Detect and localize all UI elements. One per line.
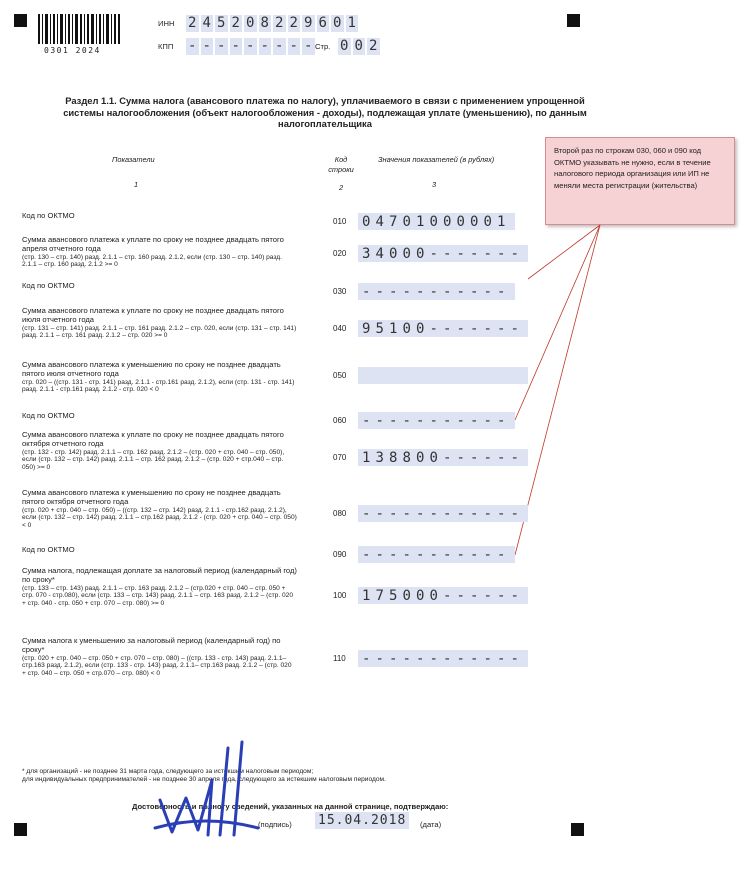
value-char: - bbox=[456, 245, 465, 262]
char-cell: - bbox=[259, 38, 272, 55]
row-code-040: 040 bbox=[333, 324, 347, 333]
value-char: 1 bbox=[497, 213, 506, 230]
value-char: - bbox=[483, 587, 492, 604]
col-header-indicators: Показатели bbox=[112, 155, 155, 164]
inn-label: ИНН bbox=[158, 19, 175, 28]
value-char: - bbox=[402, 546, 411, 563]
value-char: 5 bbox=[375, 320, 384, 337]
barcode-number: 0301 2024 bbox=[44, 46, 101, 55]
value-char: 0 bbox=[416, 245, 425, 262]
corner-marker-top-right bbox=[567, 14, 580, 27]
char-cell: 2 bbox=[186, 15, 199, 32]
value-char: 0 bbox=[402, 213, 411, 230]
value-char: - bbox=[510, 650, 519, 667]
row-title: Сумма авансового платежа к уменьшению по сроку не позднее двадцать пятого октября отчетного года bbox=[22, 488, 281, 506]
value-char: - bbox=[416, 505, 425, 522]
value-char: - bbox=[443, 449, 452, 466]
char-cell: 1 bbox=[346, 15, 359, 32]
row-value-030[interactable] bbox=[358, 283, 515, 300]
row-formula: стр. 020 – ((стр. 131 - стр. 141) разд. 2.1.1 - стр.161 разд. 2.1.2), если (стр. 131 - стр. 141) разд. 2.1.1 - стр.161 разд. 2.1.2 - стр. 020 < 0 bbox=[22, 378, 295, 394]
value-char: 0 bbox=[362, 213, 371, 230]
value-char: - bbox=[375, 546, 384, 563]
value-char: - bbox=[497, 546, 506, 563]
row-title: Сумма налога, подлежащая доплате за налоговый период (календарный год) по сроку* bbox=[22, 566, 297, 584]
value-char: - bbox=[362, 650, 371, 667]
value-char: - bbox=[510, 245, 519, 262]
char-cell: - bbox=[288, 38, 301, 55]
row-formula: (стр. 133 – стр. 143) разд. 2.1.1 – стр. 163 разд. 2.1.2 – (стр.020 + стр. 040 – стр. 050 + стр. 070 - стр.080), если (стр. 133 – стр. 143) разд. 2.1.1 – стр. 163 разд. 2.1.2 – (стр. 020 + стр. 040 - стр. 050 + стр. 070 – стр. 080) >= 0 bbox=[22, 584, 293, 608]
row-label-050 bbox=[22, 361, 297, 394]
value-char: 0 bbox=[416, 320, 425, 337]
value-char: - bbox=[429, 505, 438, 522]
row-code-100: 100 bbox=[333, 591, 347, 600]
value-char: - bbox=[389, 283, 398, 300]
value-char: - bbox=[402, 505, 411, 522]
value-char: 0 bbox=[443, 213, 452, 230]
row-value-110[interactable] bbox=[358, 650, 528, 667]
value-char: - bbox=[362, 505, 371, 522]
char-cell: - bbox=[201, 38, 214, 55]
value-char: 0 bbox=[402, 245, 411, 262]
value-char: - bbox=[362, 546, 371, 563]
char-cell: 0 bbox=[353, 38, 366, 55]
value-char: - bbox=[443, 505, 452, 522]
char-cell: - bbox=[215, 38, 228, 55]
row-label-010 bbox=[22, 212, 297, 221]
char-cell: 2 bbox=[230, 15, 243, 32]
value-char: - bbox=[429, 283, 438, 300]
corner-marker-bottom-right bbox=[571, 823, 584, 836]
row-value-020[interactable] bbox=[358, 245, 528, 262]
value-char: 0 bbox=[429, 449, 438, 466]
value-char: - bbox=[483, 245, 492, 262]
row-code-010: 010 bbox=[333, 217, 347, 226]
row-title: Сумма налога к уменьшению за налоговый период (календарный год) по сроку* bbox=[22, 636, 281, 654]
value-char: - bbox=[362, 283, 371, 300]
value-char: 1 bbox=[362, 587, 371, 604]
row-formula: (стр. 132 - стр. 142) разд. 2.1.1 – стр. 162 разд. 2.1.2 – (стр. 020 + стр. 040 – стр. 050), если (стр. 132 – стр. 142) разд. 2.1.1 – стр. 162 разд. 2.1.2 – (стр. 020 + стр.040 – стр. 050) >= 0 bbox=[22, 448, 285, 472]
row-label-100 bbox=[22, 567, 297, 608]
value-char: - bbox=[389, 505, 398, 522]
confirm-text: Достоверность и полноту сведений, указанных на данной странице, подтверждаю: bbox=[132, 802, 449, 811]
value-char: - bbox=[497, 650, 506, 667]
row-label-020 bbox=[22, 236, 297, 269]
value-char: 0 bbox=[389, 245, 398, 262]
annotation-note bbox=[545, 137, 735, 225]
value-char: - bbox=[456, 505, 465, 522]
col-header-code bbox=[326, 155, 356, 175]
value-char: - bbox=[470, 587, 479, 604]
value-char: 3 bbox=[362, 245, 371, 262]
date-field[interactable] bbox=[315, 812, 409, 829]
footnote-line1: * для организаций - не позднее 31 марта года, следующего за истекшим налоговым периодом; bbox=[22, 768, 314, 775]
row-value-090[interactable] bbox=[358, 546, 515, 563]
col-header-code-line2: строки bbox=[328, 165, 354, 174]
value-char: - bbox=[456, 546, 465, 563]
value-char: 0 bbox=[429, 587, 438, 604]
value-char: - bbox=[416, 283, 425, 300]
inn-value bbox=[186, 15, 358, 32]
value-char: 7 bbox=[389, 213, 398, 230]
kpp-label: КПП bbox=[158, 42, 174, 51]
row-label-070 bbox=[22, 431, 297, 472]
value-char: - bbox=[483, 320, 492, 337]
row-code-050: 050 bbox=[333, 371, 347, 380]
row-value-080[interactable] bbox=[358, 505, 528, 522]
value-char: - bbox=[443, 650, 452, 667]
row-title: Код по ОКТМО bbox=[22, 211, 75, 220]
value-char: - bbox=[470, 449, 479, 466]
value-char: 7 bbox=[375, 587, 384, 604]
row-code-080: 080 bbox=[333, 509, 347, 518]
value-char: - bbox=[470, 283, 479, 300]
value-char: - bbox=[456, 449, 465, 466]
value-char: - bbox=[510, 449, 519, 466]
row-value-010[interactable] bbox=[358, 213, 515, 230]
char-cell: 4 bbox=[201, 15, 214, 32]
value-char: - bbox=[402, 283, 411, 300]
value-char: - bbox=[456, 320, 465, 337]
value-char: - bbox=[483, 505, 492, 522]
value-char: - bbox=[443, 546, 452, 563]
footnote-line2: для индивидуальных предпринимателей - не позднее 30 апреля года, следующего за истекшим налоговым периодом. bbox=[22, 775, 386, 783]
row-title: Код по ОКТМО bbox=[22, 545, 75, 554]
char-cell: 9 bbox=[302, 15, 315, 32]
value-char: - bbox=[483, 650, 492, 667]
value-char: - bbox=[497, 505, 506, 522]
row-label-040 bbox=[22, 307, 297, 340]
row-code-090: 090 bbox=[333, 550, 347, 559]
char-cell: 2 bbox=[273, 15, 286, 32]
row-label-080 bbox=[22, 489, 297, 530]
row-value-070[interactable] bbox=[358, 449, 528, 466]
signature-icon bbox=[150, 740, 260, 840]
value-char: - bbox=[429, 412, 438, 429]
value-char: - bbox=[470, 245, 479, 262]
value-char: - bbox=[470, 320, 479, 337]
value-char: - bbox=[443, 245, 452, 262]
char-cell: - bbox=[273, 38, 286, 55]
char-cell: 6 bbox=[317, 15, 330, 32]
value-char: - bbox=[402, 650, 411, 667]
value-char: - bbox=[456, 412, 465, 429]
row-title: Код по ОКТМО bbox=[22, 411, 75, 420]
row-formula: (стр. 131 – стр. 141) разд. 2.1.1 – стр. 161 разд. 2.1.2 – стр. 020, если (стр. 131 – стр. 141) разд. 2.1.1 – стр. 161 разд. 2.1.2 – стр. 020 >= 0 bbox=[22, 324, 297, 340]
annotation-text: Второй раз по строкам 030, 060 и 090 код ОКТМО указывать не нужно, если в течение налогового периода организация или ИП не меняли места регистрации (жительства) bbox=[554, 146, 711, 190]
char-cell: - bbox=[186, 38, 199, 55]
col-header-code-line1: Код bbox=[334, 155, 348, 164]
char-cell: 2 bbox=[288, 15, 301, 32]
value-char: - bbox=[483, 449, 492, 466]
value-char: - bbox=[429, 546, 438, 563]
char-cell: 2 bbox=[367, 38, 380, 55]
value-char: - bbox=[375, 283, 384, 300]
row-title: Сумма авансового платежа к уплате по сроку не позднее двадцать пятого апреля отчетного года bbox=[22, 235, 284, 253]
row-code-070: 070 bbox=[333, 453, 347, 462]
row-label-090 bbox=[22, 546, 297, 555]
row-value-050[interactable] bbox=[358, 367, 528, 384]
row-value-060[interactable] bbox=[358, 412, 515, 429]
value-char: - bbox=[443, 283, 452, 300]
value-char: - bbox=[483, 412, 492, 429]
value-char: - bbox=[456, 650, 465, 667]
value-char: - bbox=[416, 412, 425, 429]
value-char: - bbox=[389, 546, 398, 563]
value-char: 1 bbox=[362, 449, 371, 466]
value-char: 8 bbox=[389, 449, 398, 466]
value-char: 4 bbox=[375, 245, 384, 262]
value-char: 0 bbox=[402, 587, 411, 604]
row-code-020: 020 bbox=[333, 249, 347, 258]
value-char: 0 bbox=[470, 213, 479, 230]
row-formula: (стр. 130 – стр. 140) разд. 2.1.1 – стр. 160 разд. 2.1.2, если (стр. 130 – стр. 140) разд. 2.1.1 – стр. 160 разд. 2.1.2 >= 0 bbox=[22, 253, 282, 269]
value-char: - bbox=[497, 587, 506, 604]
value-char: - bbox=[497, 245, 506, 262]
date-value: 15.04.2018 bbox=[315, 812, 409, 829]
value-char: - bbox=[429, 245, 438, 262]
value-char: 0 bbox=[402, 320, 411, 337]
barcode bbox=[38, 14, 120, 44]
value-char: - bbox=[375, 412, 384, 429]
value-char: 8 bbox=[402, 449, 411, 466]
footnote bbox=[22, 768, 542, 783]
value-char: - bbox=[429, 320, 438, 337]
row-title: Сумма авансового платежа к уплате по сроку не позднее двадцать пятого октября отчетного года bbox=[22, 430, 284, 448]
corner-marker-top-left bbox=[14, 14, 27, 27]
row-title: Сумма авансового платежа к уменьшению по сроку не позднее двадцать пятого июля отчетного года bbox=[22, 360, 281, 378]
row-label-110 bbox=[22, 637, 297, 678]
value-char: - bbox=[362, 412, 371, 429]
row-value-040[interactable] bbox=[358, 320, 528, 337]
value-char: - bbox=[443, 320, 452, 337]
char-cell: - bbox=[244, 38, 257, 55]
value-char: - bbox=[456, 587, 465, 604]
char-cell: 0 bbox=[338, 38, 351, 55]
value-char: - bbox=[470, 412, 479, 429]
value-char: - bbox=[389, 650, 398, 667]
row-code-110: 110 bbox=[333, 654, 346, 663]
value-char: 1 bbox=[416, 213, 425, 230]
col-number-1: 1 bbox=[134, 180, 139, 189]
value-char: - bbox=[429, 650, 438, 667]
row-code-030: 030 bbox=[333, 287, 347, 296]
value-char: - bbox=[443, 587, 452, 604]
value-char: - bbox=[402, 412, 411, 429]
value-char: - bbox=[497, 283, 506, 300]
char-cell: 8 bbox=[259, 15, 272, 32]
row-title: Код по ОКТМО bbox=[22, 281, 75, 290]
value-char: 0 bbox=[483, 213, 492, 230]
row-formula: (стр. 020 + стр. 040 – стр. 050 + стр. 070 – стр. 080) – ((стр. 133 - стр. 143) разд. 2.1.1– стр.163 разд. 2.1.2), если (стр. 133 - стр. 143) разд. 2.1.1– стр.163 разд. 2.1.2 – (стр. 020 + стр. 040 – стр. 050 + стр.070 – стр. 080) < 0 bbox=[22, 654, 292, 678]
value-char: - bbox=[483, 546, 492, 563]
char-cell: 0 bbox=[331, 15, 344, 32]
row-label-060 bbox=[22, 412, 297, 421]
kpp-value bbox=[186, 38, 315, 55]
value-char: - bbox=[389, 412, 398, 429]
value-char: 3 bbox=[375, 449, 384, 466]
value-char: 0 bbox=[416, 587, 425, 604]
corner-marker-bottom-left bbox=[14, 823, 27, 836]
value-char: 5 bbox=[389, 587, 398, 604]
value-char: - bbox=[497, 412, 506, 429]
col-number-2: 2 bbox=[339, 183, 344, 192]
value-char: - bbox=[416, 546, 425, 563]
barcode-icon bbox=[38, 14, 120, 44]
signature-label: (подпись) bbox=[258, 820, 292, 829]
char-cell: - bbox=[302, 38, 315, 55]
value-char: - bbox=[510, 587, 519, 604]
value-char: 0 bbox=[416, 449, 425, 466]
col-number-3: 3 bbox=[432, 180, 437, 189]
row-title: Сумма авансового платежа к уплате по сроку не позднее двадцать пятого июля отчетного года bbox=[22, 306, 284, 324]
char-cell: 0 bbox=[244, 15, 257, 32]
value-char: 9 bbox=[362, 320, 371, 337]
page-number bbox=[338, 38, 380, 55]
row-value-100[interactable] bbox=[358, 587, 528, 604]
char-cell: - bbox=[230, 38, 243, 55]
value-char: - bbox=[470, 505, 479, 522]
value-char: - bbox=[497, 449, 506, 466]
row-label-030 bbox=[22, 282, 297, 291]
value-char: - bbox=[510, 320, 519, 337]
value-char: - bbox=[416, 650, 425, 667]
char-cell: 5 bbox=[215, 15, 228, 32]
value-char: 4 bbox=[375, 213, 384, 230]
value-char: - bbox=[510, 505, 519, 522]
col-header-values: Значения показателей (в рублях) bbox=[378, 155, 495, 164]
value-char: - bbox=[497, 320, 506, 337]
row-formula: (стр. 020 + стр. 040 – стр. 050) – ((стр. 132 – стр. 142) разд. 2.1.1 - стр.162 разд. 2.1.2), если (стр. 132 – стр. 142) разд. 2.1.1 – стр.162 разд. 2.1.2 - (стр. 020 + стр. 040 – стр. 050) < 0 bbox=[22, 506, 297, 530]
value-char: - bbox=[456, 283, 465, 300]
value-char: 0 bbox=[429, 213, 438, 230]
value-char: - bbox=[483, 283, 492, 300]
value-char: - bbox=[375, 505, 384, 522]
value-char: 1 bbox=[389, 320, 398, 337]
date-label: (дата) bbox=[420, 820, 442, 829]
value-char: - bbox=[443, 412, 452, 429]
value-char: - bbox=[470, 546, 479, 563]
value-char: 0 bbox=[456, 213, 465, 230]
value-char: - bbox=[470, 650, 479, 667]
value-char: - bbox=[375, 650, 384, 667]
section-title: Раздел 1.1. Сумма налога (авансового платежа по налогу), уплачиваемого в связи с применением упрощенной системы налогообложения (объект налогообложения - доходы), подлежащая уплате (уменьшению), по данным налогоплательщика bbox=[63, 95, 587, 129]
page-label: Стр. bbox=[315, 42, 331, 51]
row-code-060: 060 bbox=[333, 416, 347, 425]
